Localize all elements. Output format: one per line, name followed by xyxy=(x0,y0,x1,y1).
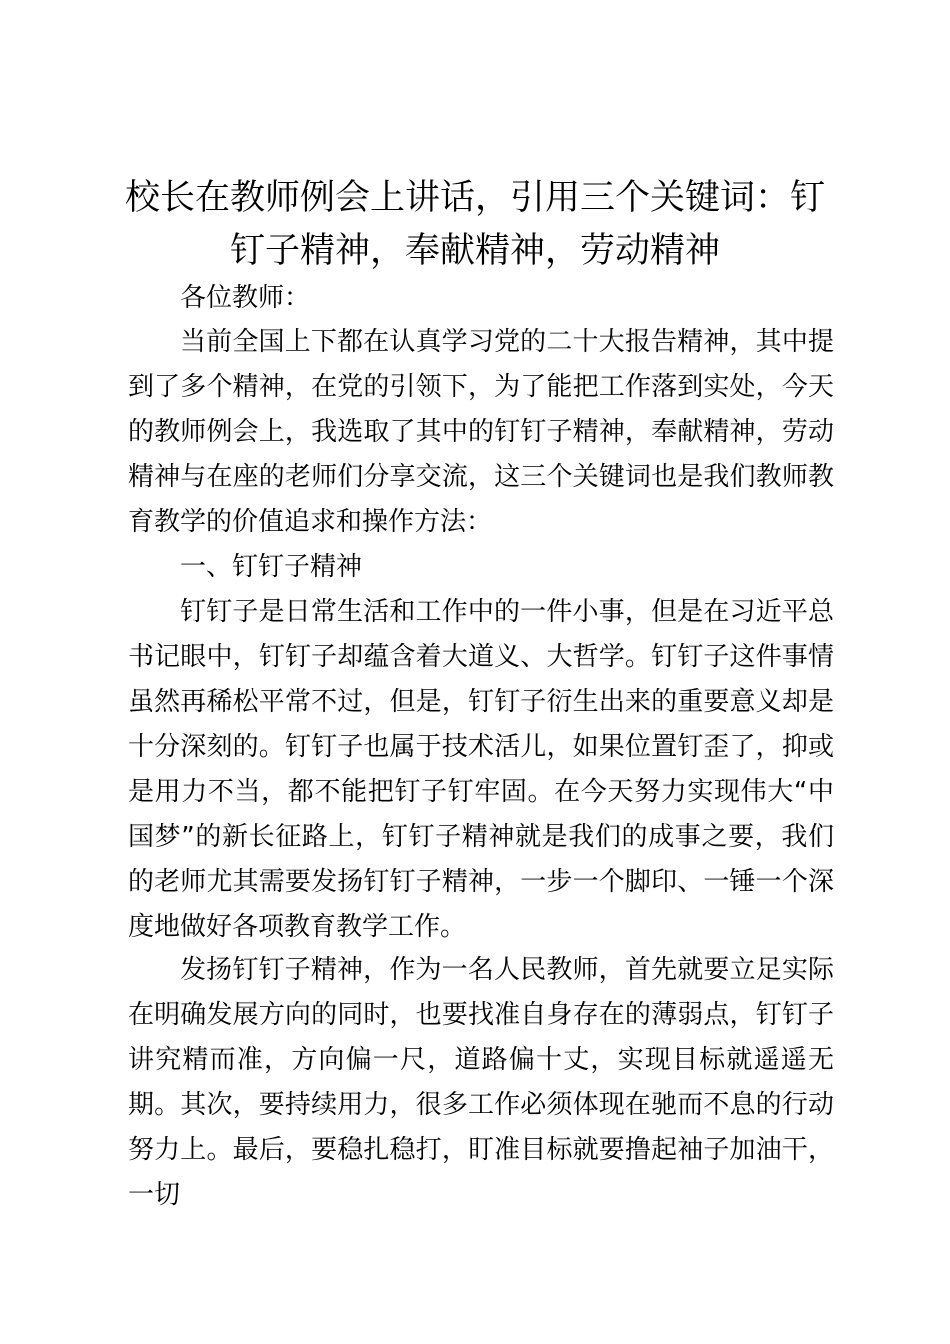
paragraph-body: 发扬钉钉子精神，作为一名人民教师，首先就要立足实际在明确发展方向的同时，也要找准自身存在的薄弱点，钉钉子讲究精而准，方向偏一尺，道路偏十丈，实现目标就遥遥无期。其次，要持续用力，很多工作必须体现在驰而不息的行动努力上。最后，要稳扎稳打，盯准目标就要撸起袖子加油干，一切 xyxy=(128,955,834,1210)
paragraph-body: 钉钉子是日常生活和工作中的一件小事，但是在习近平总书记眼中，钉钉子却蕴含着大道义、大哲学。钉钉子这件事情虽然再稀松平常不过，但是，钉钉子衍生出来的重要意义却是十分深刻的。钉钉子也属于技术活儿，如果位置钉歪了，抑或是用力不当，都不能把钉子钉牢固。在今天努力实现伟大“中国梦”的新长征路上，钉钉子精神就是我们的成事之要，我们的老师尤其需要发扬钉钉子精神，一步一个脚印、一锤一个深度地做好各项教育教学工作。 xyxy=(128,597,834,942)
document-title: 校长在教师例会上讲话，引用三个关键词：钉钉子精神，奉献精神，劳动精神 xyxy=(124,178,825,271)
salutation: 各位教师： xyxy=(180,283,311,313)
paragraph-intro: 当前全国上下都在认真学习党的二十大报告精神，其中提到了多个精神，在党的引领下，为了能把工作落到实处，今天的教师例会上，我选取了其中的钉钉子精神，奉献精神，劳动精神与在座的老师们分享交流，这三个关键词也是我们教师教育教学的价值追求和操作方法： xyxy=(128,327,834,537)
section-heading: 一、钉钉子精神 xyxy=(180,552,363,582)
